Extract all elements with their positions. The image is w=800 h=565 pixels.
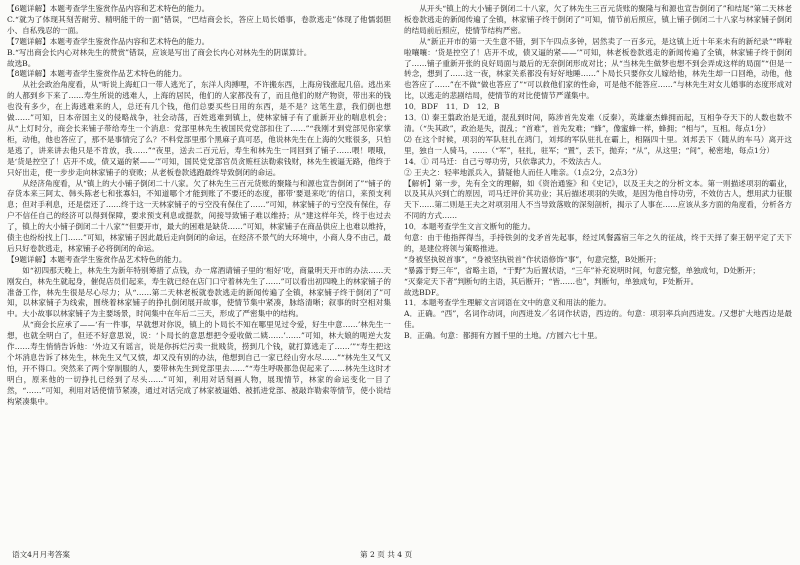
left-para: 如“初四那天晚上，林先生为新年特别筹措了点钱，办一席酒请铺子里的‘相好’吃，商量明天开市的办法……天刚发白，林先生就起身，催促店员们起来，寿生就已经在店门口守着林先生了……”可以看出初四晚上的林家铺子的准备工作，林先生很是尽心尽力；从“……第二天林老板就卷款逃走的新闻传遍了全镇，林家铺子终于倒闭了”可知，以林家铺子为线索，围绕着林家铺子的挣扎倒闭展开故事，使情节集中紧凑，脉络清晰；叙事的时空相对集中。大小故事以林家铺子为主要场景，时间集中在年后二三天，形成了严密集中的结构。 <box>7 265 391 319</box>
right-para: 13．⑴ 秦王翦政治是无道，混乱到时间，陈涉首先发难（反秦），英雄豪杰蜂拥而起，互相争夺天下的人数也数不清。（“失其政”，政治是失，混乱；“首难”，首先发难；“蜂”，像蜜蜂一样，蜂拥；“相与”，互相。每点1分） <box>404 113 792 133</box>
right-para: 从开头“镇上的大小铺子倒闭二十八家，欠了林先生三百元货账的聚隆与和源也宣告倒闭了”和结尾“第二天林老板卷款逃走的新闻传遍了全镇，林家铺子终于倒闭了”可知，情节前后照应，镇上铺子倒闭二十八家与林家铺子倒闭的结局前后照应，使情节结构严密。 <box>404 4 792 35</box>
right-para: 10．本题考查学生文言文断句的能力。 <box>404 222 536 232</box>
right-para: 14．① 司马迁：自己亏辱功劳，只依靠武力，不效法古人。 <box>404 156 606 166</box>
left-para: 故选B。 <box>7 58 36 68</box>
right-para: 10．BDF 11．D 12．B <box>404 102 500 112</box>
left-para: 【8题详解】本题考查学生鉴赏作品艺术特色的能力。 <box>7 69 187 79</box>
footer-exam-title: 语文4月月考答案 <box>12 550 70 559</box>
page-footer <box>0 549 800 561</box>
right-para: 【解析】第一步，先有全文的理解，如《资治通鉴》和《史记》，以及王夫之的分析文本。第一则描述项羽的霸业，以及其从兴到亡的原因，司马迁评价其功业；其后描述项羽的失败，是因为他自恃功劳，不效仿古人，想用武力征服天下……第二则是王夫之对项羽用人不当导致落败的深刻剖析，揭示了人事在……应该从多方面的角度看，分析各方不同的方式…… <box>404 178 792 221</box>
right-para: ⑵ 在这个时候，项羽的军队驻扎在鸿门，刘邦的军队驻扎在霸上，相隔四十里。刘邦丢下（随从的车马）离开这里，独自一人骑马，……（“军”，驻扎，驻军；“置”，丢下，抛弃；“从”，从这里；“间”，秘密地，每点1分） <box>404 134 792 155</box>
right-para: ② 王夫之：轻率地派兵入，猜疑他人而任人唯亲。（1点2分，2点3分） <box>404 167 643 177</box>
right-column <box>404 4 792 540</box>
right-para: A．正确。“西”，名词作动词，向西进发／名词作状语，西边的。句意：项羽率兵向西进发。/又想扩大地西边是最佳。 <box>404 309 792 330</box>
left-column <box>7 4 391 540</box>
left-para: 【6题详解】本题考查学生鉴赏作品内容和艺术特色的能力。 <box>7 4 210 13</box>
left-para: 从经济角度看，从“镇上的大小铺子倒闭二十八家。欠了林先生三百元货账的聚隆与和源也宣告倒闭了”“铺子的存货本来三阿太、韩头陈老七和张寡妇，不知道哪个才能到账了不要还的态度，都带‘要退来吃’的信口，来预支利息；但对手利息，还是偿还了……终于这一天林家铺子的亏空没有保住了……”可知，林家铺子的亏空没有保住，存户不信任自己的经济可以得到保障，要求预支利息或提款，间接导致铺子难以维持；从“建这样年关，终于也过去了，镇上的大小铺子倒闭二十八家”“但要开市，最大的困难是缺货……”可知，林家铺子在商品供应上也难以维持，债主也纷纷找上门……”可知，林家铺子因此最后走向倒闭的命运，在经济不景气的大环境中，小商人身不由己，最后只好卷款逃走，林家铺子必将倒闭的命运。 <box>7 178 391 253</box>
right-para: “暴露于野三年”，省略主语，“于野”为后置状语，“三年”补充说明时间，句意完整，单独成句，D处断开； <box>404 265 760 275</box>
left-para: 从社会政治角度看，从“听说上海虹口一带人逃光了，东洋人肉搏哩，不许搬东西，上海房钱涨起几倍。逃出来的人都到乡下来了……寿生所说的逃难人，上海的居民，他们的人家都没有了，而且他们的财产物资，带出来的钱也没有多少，在上海逃难来的人，总还有几个钱，他们总要买些日用的东西，是不是？这笔生意，我们倒也想做……”可知，日本帝国主义的侵略战争，社会动荡，百姓逃难到镇上，使林家铺子有了重新开业的喘息机会；从“上灯时分，商会长来铺子带给寿生一个消息：党部里林先生被国民党党部扣住了……”“我刚才到党部见你家掌柜，动他，他也答应了，那不是事情完了么？不料党部里那个黑麻子真可恶，他说林先生在上海的欠账很多，只怕是逃了，讲来讲去他只是不肯放，我……”“夜里，送去二百元后，寿生和林先生一同回到了铺子……喂！喂哦，是‘货是控空了！店开不成，债又逼的紧——’”可知，国民党党部官员贪赃枉法勒索钱财，林先生被逼无路，他终于只好出走，使一步步走向林家铺子的衰败；从老板卷款逃跑最终导致倒闭的命运。 <box>7 80 391 177</box>
right-para: 故选BDF。 <box>404 287 444 297</box>
right-para: 从“新正开市的第一天生意不错，到下午四点多钟，居然卖了一百多元，是这镇上近十年来未有的新纪录”“哗啦啦嚷嚷：‘货是控空了！店开不成，债又逼的紧——’”可知，林老板卷款逃走的新闻传遍了全镇，林家铺子终于倒闭了……铺子重新开张的良好局面与最后的无奈倒闭形成对比；从“当林先生做梦也想不到会弄成这样的局面”“但是一转念，想到了……这一夜，林家关系都没有好好地睡……”卜局长只要你女儿嫁给他，林先生却一口回绝，动他，他也答应了……”在不做“做也答应了”“可以救他们家的性命，可是他不能答应……”与林先生对女儿婚事的态度形成对比，以逃走的悲剧结局，使情节的对比使情节严谨集中。 <box>404 36 792 101</box>
footer-page-number: 第 2 页 共 4 页 <box>360 550 413 559</box>
left-para: 【9题详解】本题考查学生鉴赏作品艺术特色的能力。 <box>7 254 187 264</box>
right-para: B．正确。句意：都拥有方圆千里的土地。/方圆六七十里。 <box>404 331 602 341</box>
right-para: “灭秦定天下者”判断句的主语，其后断开；“皆……也”，判断句，单独成句，F处断开。 <box>404 276 699 286</box>
left-para: 从“商会长应承了——‘有一件事，早就想对你说，镇上的卜局长不知在哪里见过令爱，好生中意……’林先生一想，也就全明白了，但还不好意思说，说：‘卜局长的意思想把令爱收做二姨……’……”可知，林大娘的呃逆大发作……寿生悄悄告诉他：‘外边又有谣言，说是你拆烂污卖一批贱货，捞到几个钱，就打算逃走了……’”“寿生把这个坏消息告诉了林先生，林先生又气又愤，却又没有别的办法，他想到自己一家已经山穷水尽……”“林先生又气又怕，开不得口。突然来了两个穿制服的人，要带林先生到党部里去……”“寿生呼吸都急促起来了……林先生这时才明白，原来他的一切挣扎已经到了尽头……”可知，利用对话刻画人物，展现情节，林家的命运变化一目了然，“……”可知，利用对话使情节紧凑，通过对话完成了林家被逼婚、被抓进党部、被敲诈勒索等情节，使小说结构紧凑集中。 <box>7 320 391 406</box>
right-para: “身被坚执锐首事”，“身被坚执锐首”作状语修饰“事”，句意完整，B处断开； <box>404 254 661 264</box>
left-para: B.“写出商会长内心对林先生的赞赏”错误，应该是写出了商会长内心对林先生的阴谋算计。 <box>7 47 312 57</box>
right-para: 句意：由于他指挥得当，手持铁剑的戈矛首先起事，经过风餐露宿三年之久的征战，终于天择了秦王朝平定了天下的，是建位将领与策略推进。 <box>404 233 792 253</box>
right-para: 11．本题考查学生理解文言词语在文中的意义和用法的能力。 <box>404 298 612 308</box>
left-para: 【7题详解】本题考查学生鉴赏作品内容和艺术特色的能力。 <box>7 36 210 46</box>
left-para: C.“就为了体现其刻苦耐劳、精明能干的一面”错误，“巴结商会长，答应上局长婚事，卷款逃走”体现了他懦弱胆小、自私残忍的一面。 <box>7 14 391 35</box>
